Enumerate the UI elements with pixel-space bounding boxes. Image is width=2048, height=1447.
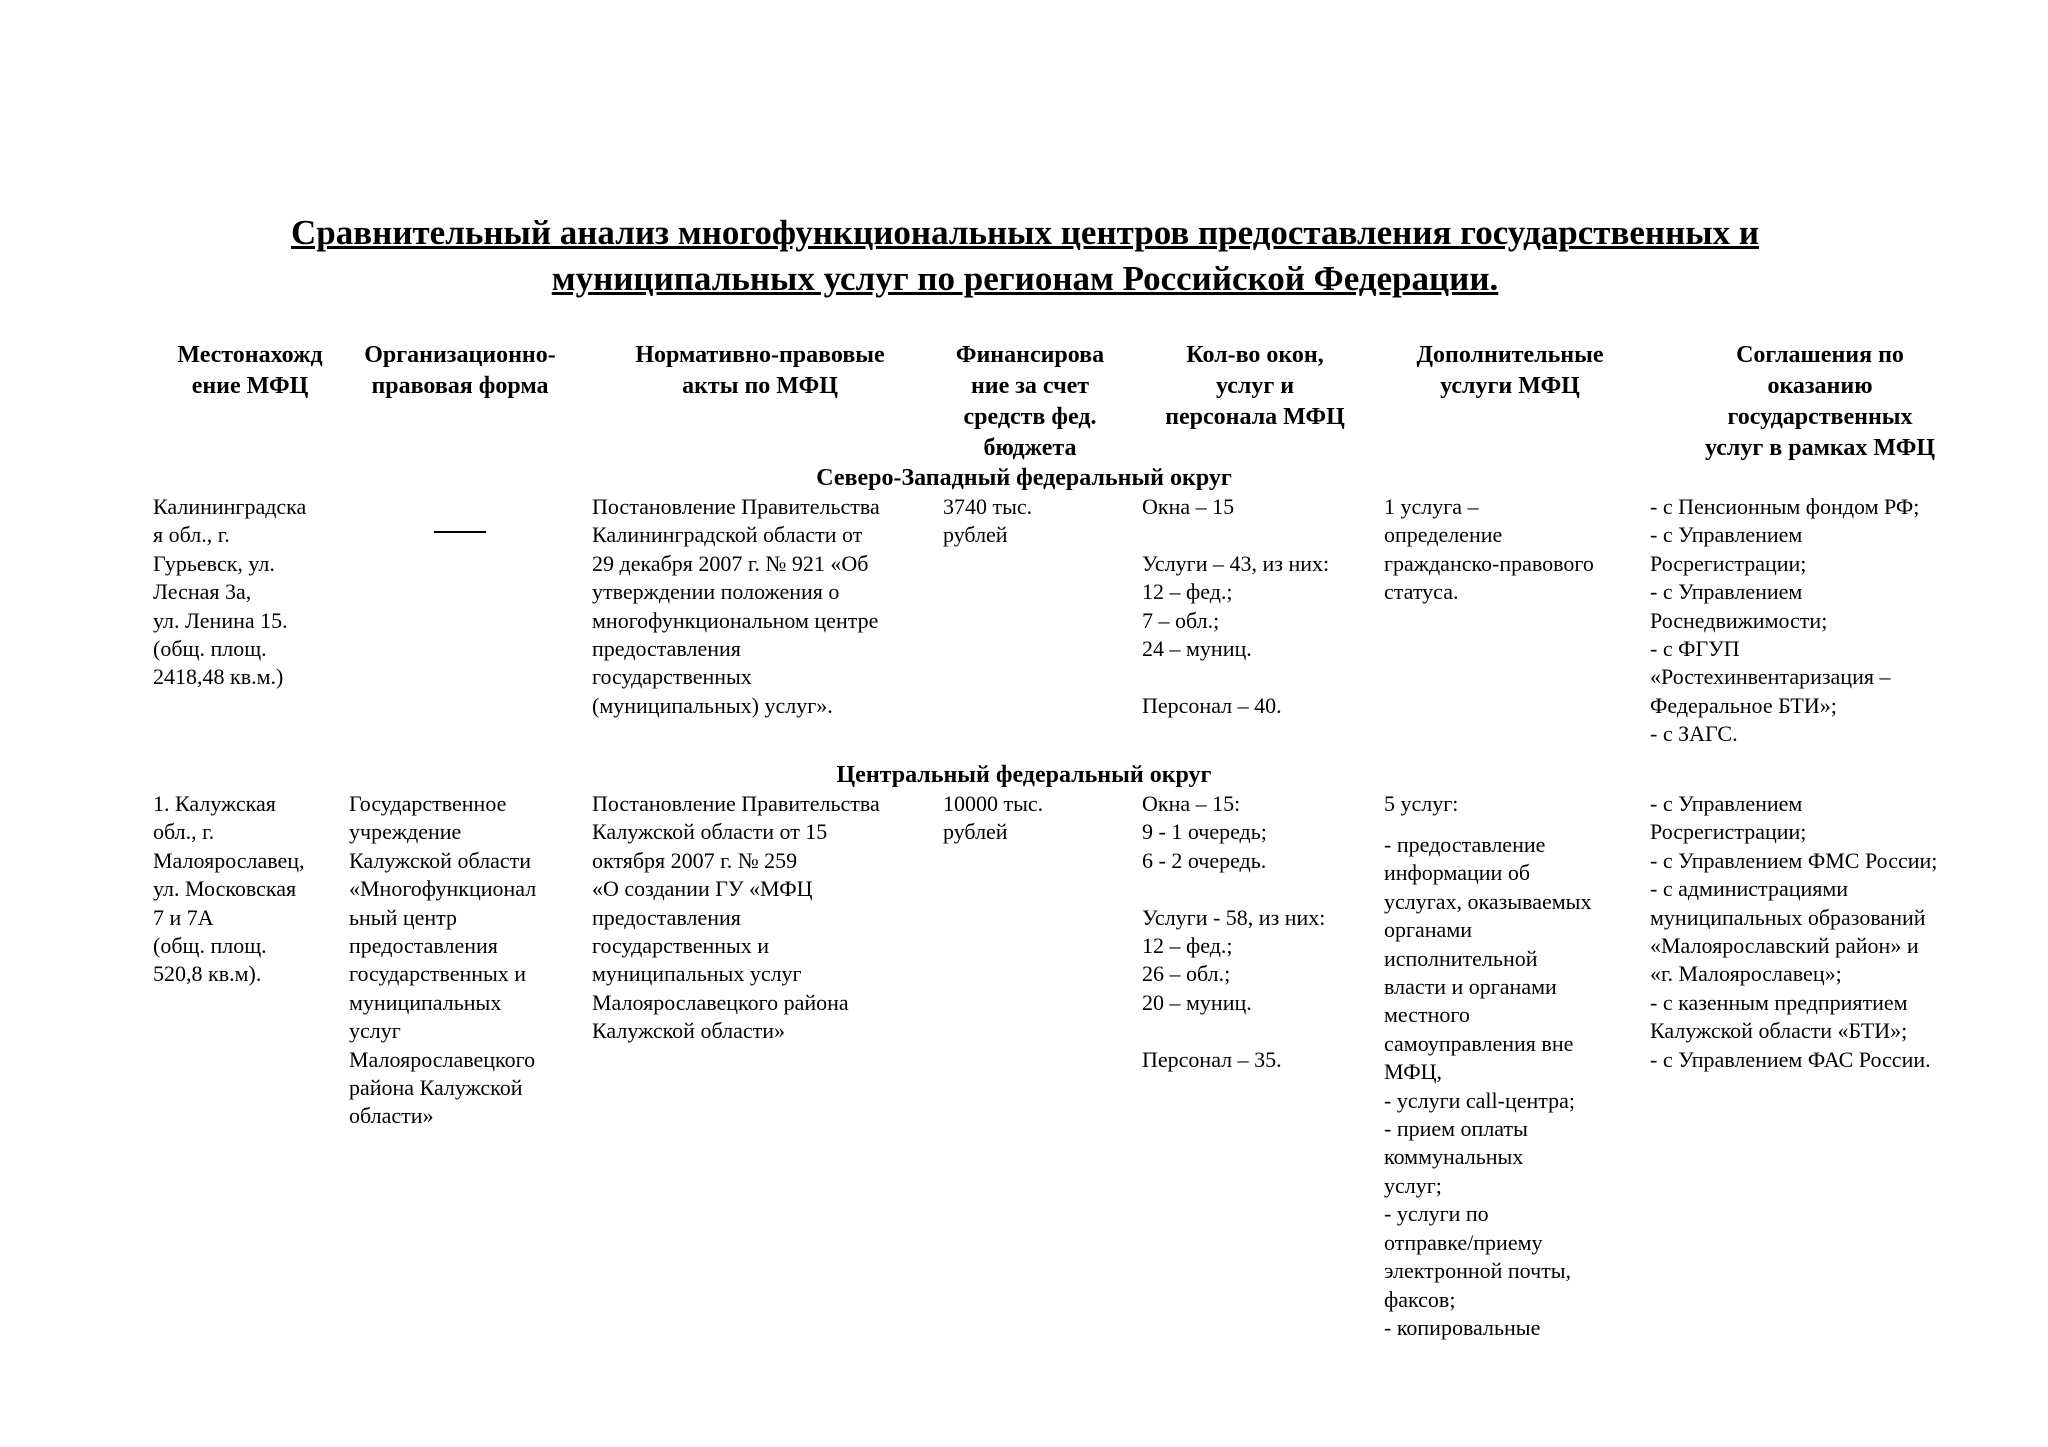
row1-acts: Постановление Правительства Калининградской области от 29 декабря 2007 г. № 921 «Об утверждении положения о многофункциональном центре предоставления государственных (муниципальных) услуг». xyxy=(592,494,880,718)
header-acts: Нормативно-правовые акты по МФЦ xyxy=(635,342,885,399)
header-agreements: Соглашения по оказанию государственных услуг в рамках МФЦ xyxy=(1704,342,1935,461)
row1-additional: 1 услуга – определение гражданско-правового статуса. xyxy=(1384,494,1594,605)
title-line-1: Сравнительный анализ многофункциональных центров предоставления государственных и xyxy=(291,213,1759,252)
row1-windows: Окна – 15 Услуги – 43, из них: 12 – фед.; 7 – обл.; 24 – муниц. Персонал – 40. xyxy=(1142,494,1330,718)
row1-agreements: - с Пенсионным фондом РФ; - с Управлением Росрегистрации; - с Управлением Роснедвижимости; - с ФГУП «Ростехинвентаризация – Федеральное БТИ»; - с ЗАГС. xyxy=(1650,494,1920,747)
row2-agreements: - с Управлением Росрегистрации; - с Управлением ФМС России; - с администрациями муниципальных образований «Малоярославский район» и «г. Малоярославец»; - с казенным предприятием Калужской области «БТИ»; - с Управлением ФАС России. xyxy=(1650,791,1938,1072)
header-additional: Дополнительные услуги МФЦ xyxy=(1416,342,1604,399)
section-title-central: Центральный федеральный округ xyxy=(836,762,1212,788)
title-line-2: муниципальных услуг по регионам Российской Федерации. xyxy=(551,259,1499,298)
row2-location: 1. Калужская обл., г. Малоярославец, ул. Московская 7 и 7А (общ. площ. 520,8 кв.м). xyxy=(153,791,305,987)
header-org-form: Организационно- правовая форма xyxy=(364,342,556,399)
header-windows: Кол-во окон, услуг и персонала МФЦ xyxy=(1165,342,1345,430)
row2-funding: 10000 тыс. рублей xyxy=(943,791,1044,845)
row2-additional-head: 5 услуг: xyxy=(1384,791,1459,816)
row1-org-form-dash xyxy=(434,531,486,533)
row2-additional: - предоставление информации об услугах, оказываемых органами исполнительной власти и органами местного самоуправления вне МФЦ, - услуги call-центра; - прием оплаты коммунальных услуг; - услуги по отправке/приему электронной почты, факсов; - копировальные xyxy=(1384,832,1592,1340)
row1-funding: 3740 тыс. рублей xyxy=(943,494,1033,548)
row2-acts: Постановление Правительства Калужской области от 15 октября 2007 г. № 259 «О создании ГУ «МФЦ предоставления государственных и муниципальных услуг Малоярославецкого района Калужской области» xyxy=(592,791,880,1044)
header-location: Местонахожд ение МФЦ xyxy=(177,342,323,399)
header-funding: Финансирова ние за счет средств фед. бюджета xyxy=(955,342,1105,461)
row1-location: Калининградска я обл., г. Гурьевск, ул. Лесная 3а, ул. Ленина 15. (общ. площ. 2418,48 кв.м.) xyxy=(153,494,307,690)
row2-org-form: Государственное учреждение Калужской области «Многофункционал ьный центр предоставления государственных и муниципальных услуг Малоярославецкого района Калужской области» xyxy=(349,791,537,1129)
row2-windows: Окна – 15: 9 - 1 очередь; 6 - 2 очередь. Услуги - 58, из них: 12 – фед.; 26 – обл.; 20 – муниц. Персонал – 35. xyxy=(1142,791,1326,1072)
section-title-northwest: Северо-Западный федеральный округ xyxy=(816,465,1232,491)
